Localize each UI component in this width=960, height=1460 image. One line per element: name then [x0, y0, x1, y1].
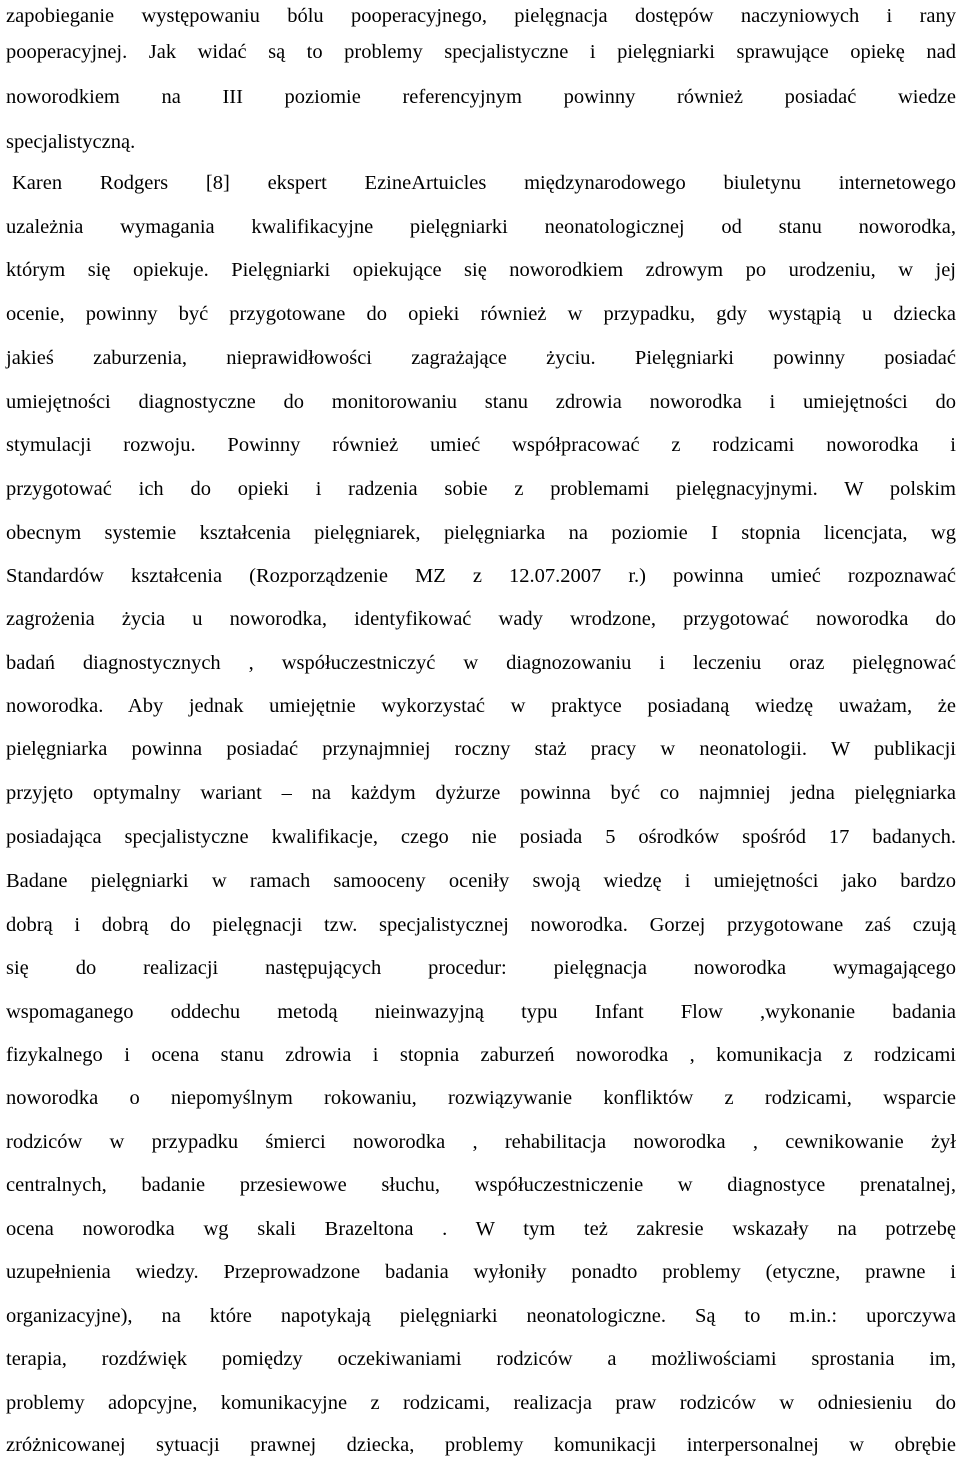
text-line: ocenie, powinny być przygotowane do opieki również w przypadku, gdy wystąpią u dziecka: [6, 303, 956, 325]
text-line: Badane pielęgniarki w ramach samooceny oceniły swoją wiedzę i umiejętności jako bardzo: [6, 870, 956, 892]
text-line: pielęgniarka powinna posiadać przynajmniej roczny staż pracy w neonatologii. W publikacji: [6, 738, 956, 760]
text-line: Standardów kształcenia (Rozporządzenie MZ z 12.07.2007 r.) powinna umieć rozpoznawać: [6, 565, 956, 587]
text-line: przygotować ich do opieki i radzenia sobie z problemami pielęgnacyjnymi. W polskim: [6, 478, 956, 500]
text-line: posiadająca specjalistyczne kwalifikacje, czego nie posiada 5 ośrodków spośród 17 badanych.: [6, 826, 956, 848]
text-line: obecnym systemie kształcenia pielęgniarek, pielęgniarka na poziomie I stopnia licencjata, wg: [6, 522, 956, 544]
text-line: centralnych, badanie przesiewowe słuchu, współuczestniczenie w diagnostyce prenatalnej,: [6, 1174, 956, 1196]
text-line: uzależnia wymagania kwalifikacyjne pielęgniarki neonatologicznej od stanu noworodka,: [6, 216, 956, 238]
text-line: ocena noworodka wg skali Brazeltona . W tym też zakresie wskazały na potrzebę: [6, 1218, 956, 1240]
text-line: którym się opiekuje. Pielęgniarki opiekujące się noworodkiem zdrowym po urodzeniu, w jej: [6, 259, 956, 281]
text-line: stymulacji rozwoju. Powinny również umieć współpracować z rodzicami noworodka i: [6, 434, 956, 456]
text-line: terapia, rozdźwięk pomiędzy oczekiwaniami rodziców a możliwościami sprostania im,: [6, 1348, 956, 1370]
text-line: przyjęto optymalny wariant – na każdym dyżurze powinna być co najmniej jedna pielęgniarka: [6, 782, 956, 804]
text-line: się do realizacji następujących procedur: pielęgnacja noworodka wymagającego: [6, 957, 956, 979]
text-line: uzupełnienia wiedzy. Przeprowadzone badania wyłoniły ponadto problemy (etyczne, prawne i: [6, 1261, 956, 1283]
text-line: noworodka o niepomyślnym rokowaniu, rozwiązywanie konfliktów z rodzicami, wsparcie: [6, 1087, 956, 1109]
text-line: rodziców w przypadku śmierci noworodka , rehabilitacja noworodka , cewnikowanie żył: [6, 1131, 956, 1153]
text-line: fizykalnego i ocena stanu zdrowia i stopnia zaburzeń noworodka , komunikacja z rodzicami: [6, 1044, 956, 1066]
paragraph-first-line: Karen Rodgers [8] ekspert EzineArtuicles międzynarodowego biuletynu internetowego: [12, 172, 956, 194]
text-line: dobrą i dobrą do pielęgnacji tzw. specjalistycznej noworodka. Gorzej przygotowane zaś czują: [6, 914, 956, 936]
text-line: wspomaganego oddechu metodą nieinwazyjną typu Infant Flow ,wykonanie badania: [6, 1001, 956, 1023]
text-line: zapobieganie występowaniu bólu pooperacyjnego, pielęgnacja dostępów naczyniowych i rany: [6, 5, 956, 27]
text-line: umiejętności diagnostyczne do monitorowaniu stanu zdrowia noworodka i umiejętności do: [6, 391, 956, 413]
text-line: problemy adopcyjne, komunikacyjne z rodzicami, realizacja praw rodziców w odniesieniu do: [6, 1392, 956, 1414]
text-line: zróżnicowanej sytuacji prawnej dziecka, problemy komunikacji interpersonalnej w obrębie: [6, 1434, 956, 1456]
text-line: noworodkiem na III poziomie referencyjnym powinny również posiadać wiedze: [6, 86, 956, 108]
text-line: badań diagnostycznych , współuczestniczyć w diagnozowaniu i leczeniu oraz pielęgnować: [6, 652, 956, 674]
text-line: pooperacyjnej. Jak widać są to problemy specjalistyczne i pielęgniarki sprawujące opiekę nad: [6, 41, 956, 63]
text-line: zagrożenia życia u noworodka, identyfikować wady wrodzone, przygotować noworodka do: [6, 608, 956, 630]
text-line: organizacyjne), na które napotykają pielęgniarki neonatologiczne. Są to m.in.: uporczywa: [6, 1305, 956, 1327]
text-line: jakieś zaburzenia, nieprawidłowości zagrażające życiu. Pielęgniarki powinny posiadać: [6, 347, 956, 369]
text-line: noworodka. Aby jednak umiejętnie wykorzystać w praktyce posiadaną wiedzę uważam, że: [6, 695, 956, 717]
text-line: specjalistyczną.: [6, 131, 136, 153]
